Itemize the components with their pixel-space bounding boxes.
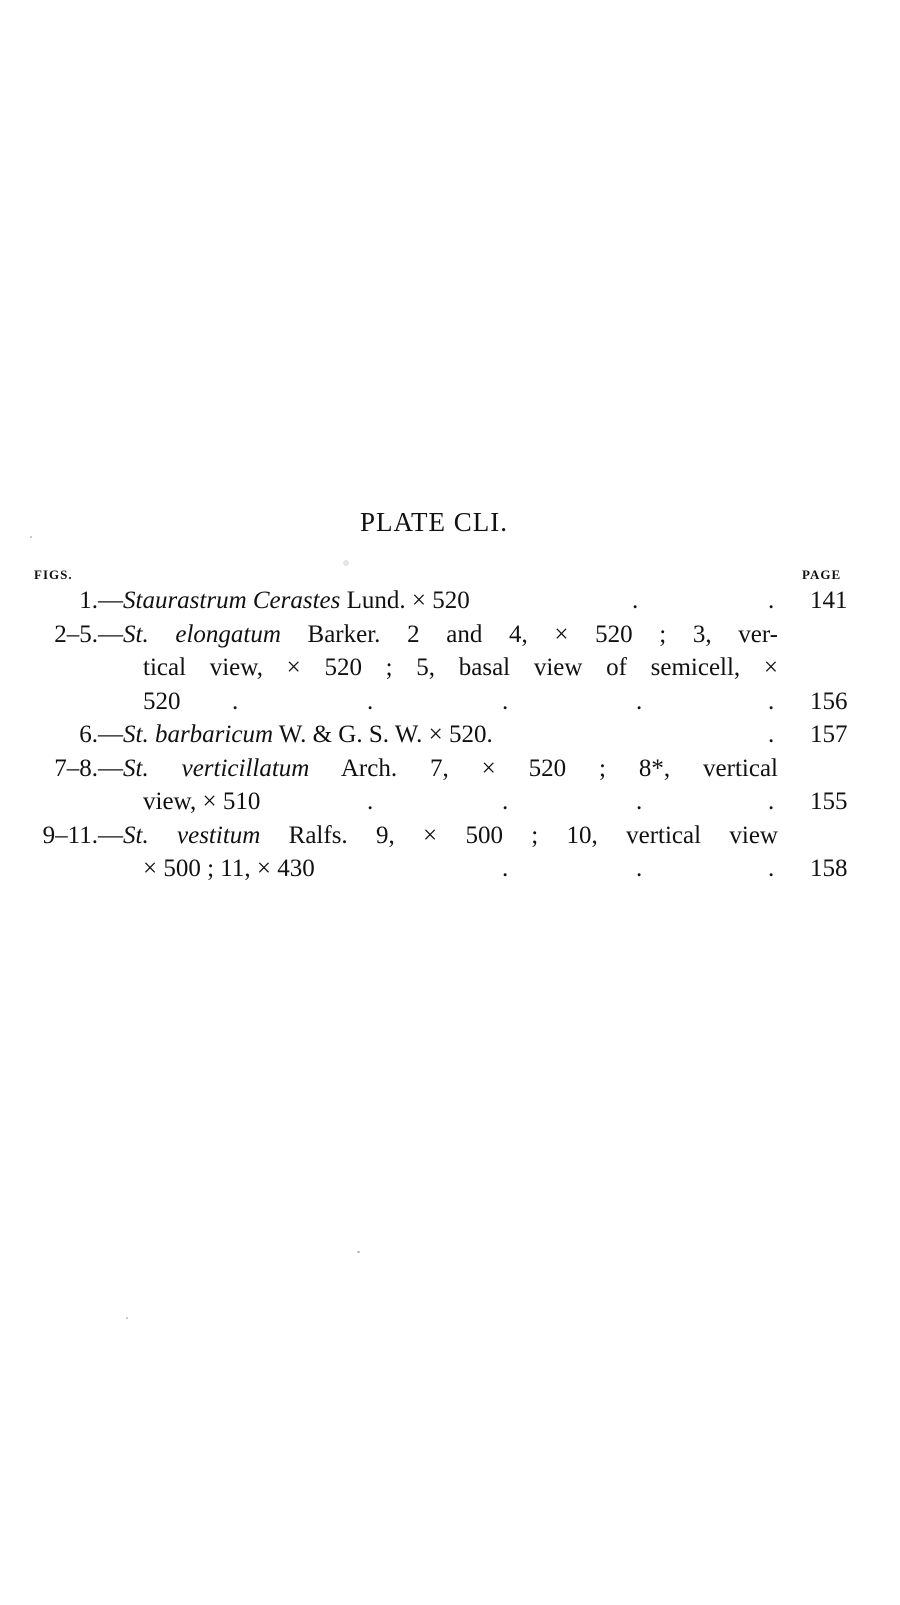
plate-title: PLATE CLI.	[360, 507, 508, 537]
leader-dot: .	[367, 788, 374, 815]
figure-entry-2	[0, 618, 900, 652]
entry-text	[123, 618, 778, 652]
leader-dot: .	[502, 687, 509, 715]
entry-continuation: view, × 510	[143, 788, 261, 815]
entry-description: Barker. 2 and 4, × 520 ; 3, ver-	[280, 620, 778, 648]
figure-number: 9–11.—	[42, 821, 123, 849]
page-number: 158	[810, 855, 848, 882]
entry-description: Lund. × 520	[340, 587, 470, 614]
page-number: 156	[810, 687, 848, 715]
figure-number: 1.—	[79, 587, 123, 614]
entry-continuation: × 500 ; 11, × 430	[143, 855, 315, 882]
leader-dot: .	[768, 855, 775, 882]
entry-text	[123, 718, 493, 752]
entry-description: W. & G. S. W. × 520.	[273, 721, 493, 748]
leader-dot: .	[502, 855, 509, 882]
scan-speck	[126, 1317, 128, 1319]
scan-speck	[343, 560, 349, 566]
scan-speck	[30, 536, 32, 538]
leader-dot: .	[636, 687, 643, 715]
figure-number: 6.—	[79, 721, 123, 748]
leader-dot: .	[768, 721, 775, 748]
leader-dot: .	[636, 855, 643, 882]
species-name: St. verticillatum	[123, 754, 310, 782]
leader-dot: .	[632, 587, 639, 614]
page-column-header: PAGE	[802, 567, 842, 582]
scan-speck	[357, 1251, 360, 1253]
figure-entry-4	[0, 752, 900, 786]
leader-dot: .	[367, 687, 374, 715]
entry-description: Arch. 7, × 520 ; 8*, vertical	[309, 754, 778, 782]
page-number: 157	[810, 721, 848, 748]
leader-dot: .	[636, 788, 643, 815]
entry-text	[123, 584, 470, 618]
entry-text	[123, 819, 778, 853]
entry-continuation: tical view, × 520 ; 5, basal view of semicell, ×	[143, 654, 778, 681]
figure-entry-5	[0, 819, 900, 853]
figure-entry-2-cont	[0, 685, 900, 719]
entry-continuation: 520	[143, 687, 181, 715]
page-number: 141	[810, 587, 848, 614]
species-name: St. elongatum	[123, 620, 281, 648]
figure-number: 2–5.—	[54, 620, 123, 648]
leader-dot: .	[232, 687, 239, 715]
leader-dot: .	[768, 587, 775, 614]
figure-entry-5-cont	[0, 852, 900, 886]
figure-list	[0, 584, 900, 886]
species-name: Staurastrum Cerastes	[123, 587, 341, 614]
entry-description: Ralfs. 9, × 500 ; 10, vertical view	[260, 821, 778, 849]
page-number: 155	[810, 788, 848, 815]
figure-entry-2-cont	[0, 651, 900, 685]
leader-dot: .	[768, 788, 775, 815]
species-name: St. barbaricum	[123, 721, 273, 748]
species-name: St. vestitum	[123, 821, 261, 849]
figure-entry-3	[0, 718, 900, 752]
entry-text	[123, 752, 778, 786]
figure-entry-4-cont	[0, 785, 900, 819]
figure-number: 7–8.—	[54, 754, 123, 782]
leader-dot: .	[768, 687, 775, 715]
figure-entry-1	[0, 584, 900, 618]
leader-dot: .	[502, 788, 509, 815]
figs-column-header: FIGS.	[34, 567, 73, 582]
